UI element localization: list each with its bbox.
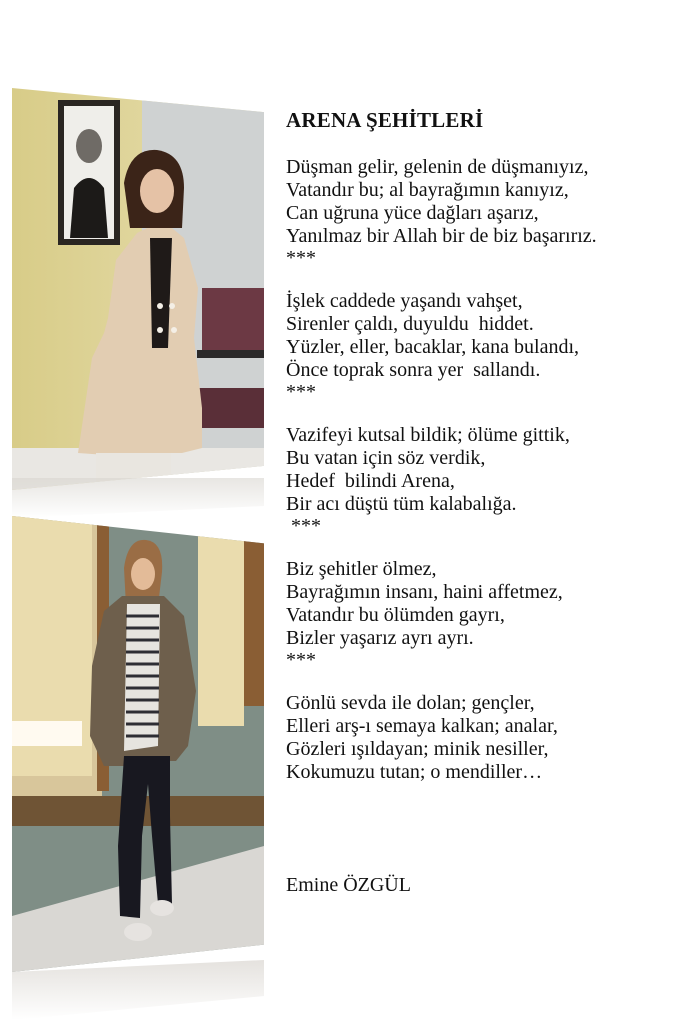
stanza-1 [286,156,676,268]
poem-line: Önce toprak sonra yer sallandı. [286,359,541,381]
poem-line: Bizler yaşarız ayrı ayrı. [286,627,474,649]
poem-line: Bayrağımın insanı, haini affetmez, [286,581,563,603]
stanza-separator: *** [286,649,316,671]
poem [286,108,676,806]
photo-bottom [12,516,264,972]
poem-line: Sirenler çaldı, duyuldu hiddet. [286,313,534,335]
portrait-frame [58,100,120,245]
stanza-2 [286,290,676,402]
stanza-4 [286,558,676,670]
stanza-separator: *** [286,515,321,537]
poem-line: Kokumuzu tutan; o mendiller… [286,761,543,783]
photo-top [12,88,264,490]
photo-bottom-reflection [12,960,264,1020]
poem-line: İşlek caddede yaşandı vahşet, [286,290,523,312]
poem-line: Gönlü sevda ile dolan; gençler, [286,692,535,714]
poem-line: Bu vatan için söz verdik, [286,447,486,469]
poem-line: Düşman gelir, gelenin de düşmanıyız, [286,156,589,178]
poem-line: Vatandır bu; al bayrağımın kanıyız, [286,179,569,201]
poem-line: Can uğruna yüce dağları aşarız, [286,202,539,224]
poem-line: Vatandır bu ölümden gayrı, [286,604,505,626]
stanza-separator: *** [286,247,316,269]
photo-bottom-image [12,516,264,972]
stanza-5 [286,692,676,784]
stanza-3 [286,424,676,536]
poem-author: Emine ÖZGÜL [286,874,411,896]
poem-title: ARENA ŞEHİTLERİ [286,108,484,132]
poem-line: Elleri arş-ı semaya kalkan; analar, [286,715,558,737]
poem-line: Gözleri ışıldayan; minik nesiller, [286,738,549,760]
poem-line: Yüzler, eller, bacaklar, kana bulandı, [286,336,580,358]
poem-line: Yanılmaz bir Allah bir de biz başarırız. [286,225,597,247]
poem-line: Biz şehitler ölmez, [286,558,437,580]
photo-top-reflection [12,478,264,518]
photo-top-image [12,88,264,490]
stanza-separator: *** [286,381,316,403]
poem-line: Bir acı düştü tüm kalabalığa. [286,493,517,515]
poem-line: Vazifeyi kutsal bildik; ölüme gittik, [286,424,570,446]
poem-line: Hedef bilindi Arena, [286,470,455,492]
